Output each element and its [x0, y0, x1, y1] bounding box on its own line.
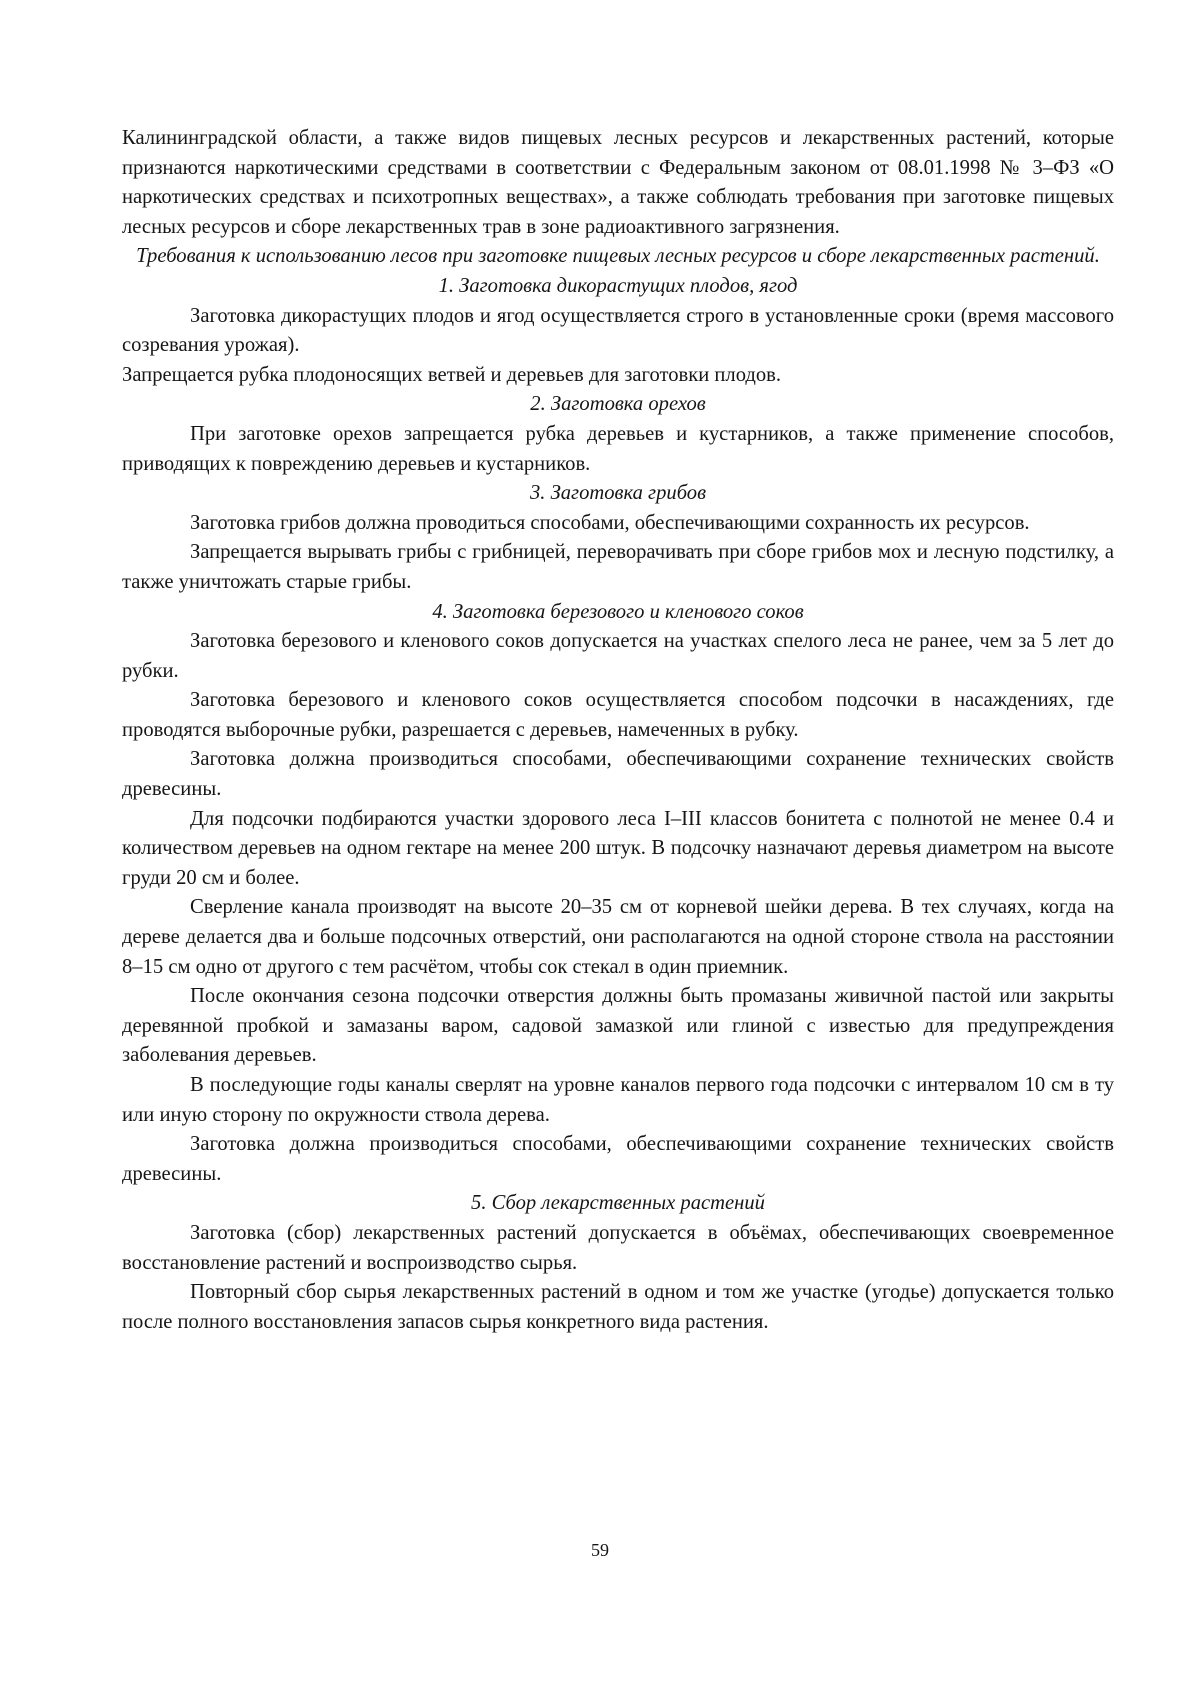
paragraph: Заготовка березового и кленового соков допускается на участках спелого леса не ранее, чем за 5 лет до рубки.: [122, 630, 1114, 682]
paragraph: Заготовка должна производиться способами, обеспечивающими сохранение технических свойств древесины.: [122, 1133, 1114, 1185]
section-heading: Требования к использованию лесов при заготовке пищевых лесных ресурсов и сборе лекарственных растений.: [136, 245, 1100, 268]
paragraph: Заготовка дикорастущих плодов и ягод осуществляется строго в установленные сроки (время массового созревания урожая).: [122, 304, 1114, 357]
section-heading: 3. Заготовка грибов: [529, 482, 707, 505]
paragraph: Сверление канала производят на высоте 20–35 см от корневой шейки дерева. В тех случаях, когда на дереве делается два и больше подсочных отверстий, они располагаются на одной стороне ствола на расстоянии 8–15 см одно от другого с тем расчётом, чтобы сок стекал в один приемник.: [122, 896, 1114, 978]
paragraph: Калининградской области, а также видов пищевых лесных ресурсов и лекарственных растений, которые признаются наркотическими средствами в соответствии с Федеральным законом от 08.01.1998 № 3–ФЗ «О наркотических средствах и психотропных веществах», а также соблюдать требования при заготовке пищевых лесных ресурсов и сборе лекарственных трав в зоне радиоактивного загрязнения.: [122, 127, 1114, 238]
paragraph: Заготовка (сбор) лекарственных растений допускается в объёмах, обеспечивающих своевременное восстановление растений и воспроизводство сырья.: [122, 1221, 1114, 1274]
paragraph: Заготовка должна производиться способами, обеспечивающими сохранение технических свойств древесины.: [122, 748, 1114, 801]
paragraph: Заготовка березового и кленового соков осуществляется способом подсочки в насаждениях, где проводятся выборочные рубки, разрешается с деревьев, намеченных в рубку.: [122, 689, 1114, 741]
page-number: 59: [591, 1540, 609, 1560]
paragraph: Заготовка грибов должна проводиться способами, обеспечивающими сохранность их ресурсов.: [190, 511, 1030, 534]
paragraph: Запрещается рубка плодоносящих ветвей и деревьев для заготовки плодов.: [122, 363, 782, 386]
paragraph: Для подсочки подбираются участки здорового леса I–III классов бонитета с полнотой не менее 0.4 и количеством деревьев на одном гектаре на менее 200 штук. В подсочку назначают деревья диаметром на высоте груди 20 см и более.: [122, 807, 1114, 889]
paragraph: Повторный сбор сырья лекарственных растений в одном и том же участке (угодье) допускается только после полного восстановления запасов сырья конкретного вида растения.: [122, 1281, 1114, 1333]
document-page: [122, 124, 1114, 1337]
section-heading: 4. Заготовка березового и кленового соков: [432, 600, 804, 623]
paragraph: Запрещается вырывать грибы с грибницей, переворачивать при сборе грибов мох и лесную подстилку, а также уничтожать старые грибы.: [122, 541, 1114, 593]
section-heading: 2. Заготовка орехов: [530, 393, 706, 416]
paragraph: После окончания сезона подсочки отверстия должны быть промазаны живичной пастой или закрыты деревянной пробкой и замазаны варом, садовой замазкой или глиной с известью для предупреждения заболевания деревьев.: [122, 985, 1114, 1067]
section-heading: 5. Сбор лекарственных растений: [471, 1192, 765, 1215]
paragraph: В последующие годы каналы сверлят на уровне каналов первого года подсочки с интервалом 10 см в ту или иную сторону по окружности ствола дерева.: [122, 1074, 1114, 1126]
section-heading: 1. Заготовка дикорастущих плодов, ягод: [438, 274, 798, 297]
paragraph: При заготовке орехов запрещается рубка деревьев и кустарников, а также применение способов, приводящих к повреждению деревьев и кустарников.: [122, 422, 1114, 475]
